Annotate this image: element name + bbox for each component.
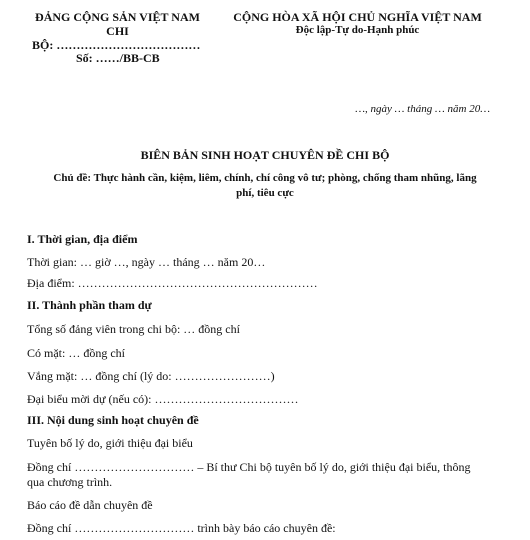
guests-line: Đại biểu mời dự (nếu có): ……………………………… bbox=[27, 392, 299, 406]
section-1-heading: I. Thời gian, địa điểm bbox=[27, 232, 138, 246]
intro-line: Tuyên bố lý do, giới thiệu đại biểu bbox=[27, 436, 193, 450]
country-name: CỘNG HÒA XÃ HỘI CHỦ NGHĨA VIỆT NAM bbox=[233, 10, 482, 24]
section-3-heading: III. Nội dung sinh hoạt chuyên đề bbox=[27, 413, 199, 427]
section-2-heading: II. Thành phần tham dự bbox=[27, 298, 152, 312]
ministry-line: BỘ: ……………………………… bbox=[32, 38, 201, 52]
comrade-2-line: Đồng chí ………………………… trình bày báo cáo chuyên đề: bbox=[27, 521, 336, 535]
party-cell: CHI bbox=[106, 24, 129, 38]
national-motto: Độc lập-Tự do-Hạnh phúc bbox=[295, 24, 420, 36]
report-line: Báo cáo đề dẫn chuyên đề bbox=[27, 498, 153, 512]
subject-line-1: Chủ đề: Thực hành cần, kiệm, liêm, chính, chí công vô tư; phòng, chống tham nhũng, lãng bbox=[53, 172, 477, 184]
document-number: Số: ……/BB-CB bbox=[76, 51, 160, 65]
place-line: Địa điểm: …………………………………………………… bbox=[27, 276, 318, 290]
subject-line-2: phí, tiêu cực bbox=[236, 187, 294, 199]
date-line: …, ngày … tháng … năm 20… bbox=[355, 103, 490, 115]
comrade-1-line-1: Đồng chí ………………………… – Bí thư Chi bộ tuyên bố lý do, giới thiệu đại biểu, thông bbox=[27, 460, 471, 474]
document-title: BIÊN BẢN SINH HOẠT CHUYÊN ĐỀ CHI BỘ bbox=[140, 148, 390, 162]
comrade-1-line-2: qua chương trình. bbox=[27, 475, 113, 489]
absent-line: Vắng mặt: … đồng chí (lý do: ……………………) bbox=[27, 369, 275, 383]
time-line: Thời gian: … giờ …, ngày … tháng … năm 20… bbox=[27, 255, 266, 269]
total-members-line: Tổng số đảng viên trong chi bộ: … đồng chí bbox=[27, 322, 240, 336]
present-line: Có mặt: … đồng chí bbox=[27, 346, 125, 360]
party-name: ĐẢNG CỘNG SẢN VIỆT NAM bbox=[35, 10, 200, 24]
